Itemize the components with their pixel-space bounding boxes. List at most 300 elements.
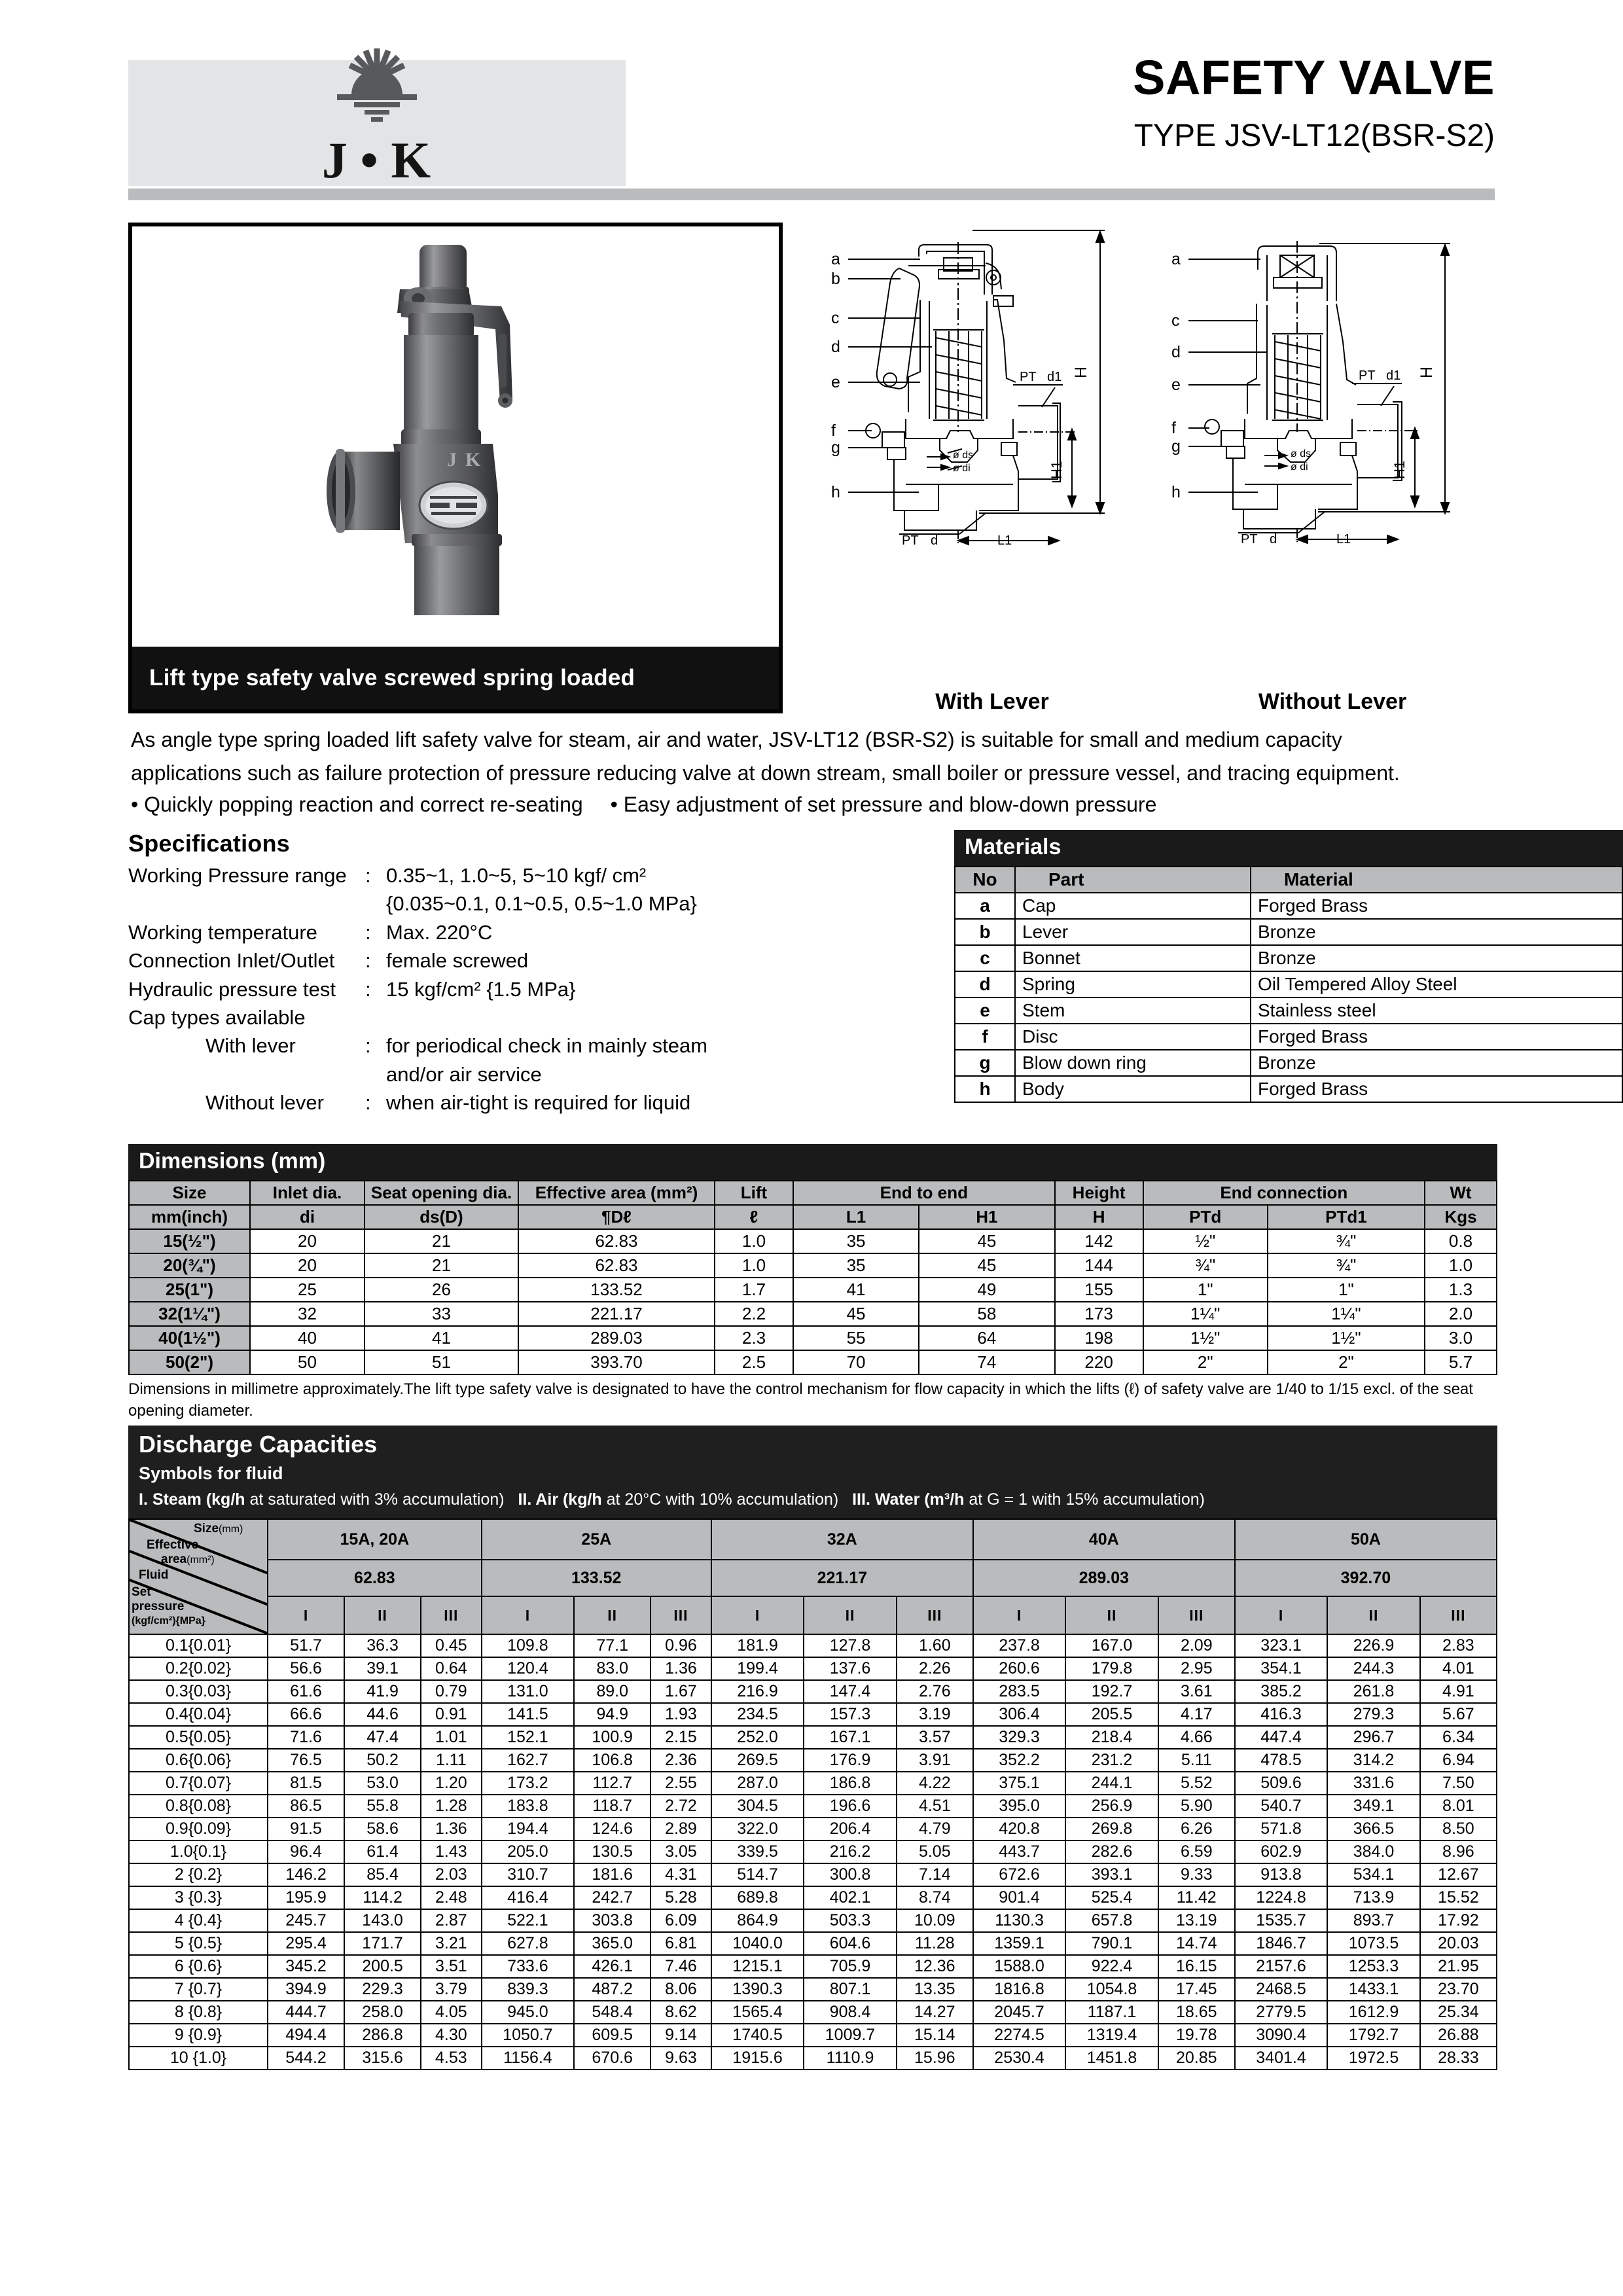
- cell-capacity: 9.63: [651, 2047, 711, 2070]
- cell-capacity: 131.0: [482, 1680, 574, 1703]
- cell-capacity: 28.33: [1420, 2047, 1497, 2070]
- product-photo-card: [128, 223, 783, 713]
- spec-label: Hydraulic pressure test: [128, 977, 336, 1001]
- table-row: [955, 997, 1622, 1024]
- cell-capacity: 1215.1: [711, 1955, 804, 1978]
- svg-text:a: a: [1171, 250, 1181, 268]
- cell-capacity: 604.6: [804, 1932, 896, 1955]
- dimensions-block: [128, 1144, 1497, 1422]
- spec-label: Working Pressure range: [128, 864, 347, 887]
- cell-capacity: 1.28: [421, 1795, 482, 1818]
- sunrise-logo-icon: [325, 60, 429, 113]
- cell-capacity: 393.1: [1065, 1863, 1158, 1886]
- cell-capacity: 41.9: [344, 1680, 421, 1703]
- table-row: [129, 1886, 1497, 1909]
- cell-capacity: 354.1: [1235, 1657, 1327, 1680]
- cell-capacity: 2.76: [897, 1680, 973, 1703]
- cell-capacity: 51.7: [268, 1634, 344, 1657]
- cell-capacity: 167.1: [804, 1726, 896, 1749]
- cell-value: 26: [365, 1278, 518, 1302]
- cell-capacity: 183.8: [482, 1795, 574, 1818]
- cell-capacity: 109.8: [482, 1634, 574, 1657]
- cell-value: 41: [365, 1326, 518, 1350]
- cell-capacity: 205.5: [1065, 1703, 1158, 1726]
- svg-text:PT: PT: [1241, 532, 1258, 547]
- cell-capacity: 1073.5: [1327, 1932, 1419, 1955]
- cell-value: 74: [919, 1350, 1055, 1374]
- cell-capacity: 670.6: [574, 2047, 651, 2070]
- dim-sym-di: di: [250, 1205, 365, 1229]
- cell-capacity: 1040.0: [711, 1932, 804, 1955]
- cell-capacity: 893.7: [1327, 1909, 1419, 1932]
- cell-value: 1.0: [715, 1253, 793, 1278]
- dim-col-wt: Wt: [1425, 1181, 1497, 1205]
- cell-capacity: 300.8: [804, 1863, 896, 1886]
- cell-capacity: 5.67: [1420, 1703, 1497, 1726]
- corner-pressure-label: pressure: [132, 1600, 185, 1613]
- cell-part: Cap: [1015, 893, 1251, 919]
- spec-value: 0.35~1, 1.0~5, 5~10 kgf/ cm²: [386, 864, 647, 887]
- callout-d: d: [831, 338, 840, 356]
- cell-capacity: 12.67: [1420, 1863, 1497, 1886]
- cell-capacity: 571.8: [1235, 1818, 1327, 1840]
- svg-text:d: d: [1171, 343, 1181, 361]
- fluid-i-label: I. Steam (kg/h: [139, 1490, 245, 1509]
- fluid-col-ii-group-4: II: [1065, 1596, 1158, 1634]
- cell-value: 2": [1268, 1350, 1425, 1374]
- label-d1: d1: [1047, 370, 1062, 384]
- cell-capacity: 20.03: [1420, 1932, 1497, 1955]
- cell-no: b: [955, 919, 1015, 945]
- cell-capacity: 36.3: [344, 1634, 421, 1657]
- svg-text:H1: H1: [1391, 460, 1408, 479]
- cell-capacity: 17.92: [1420, 1909, 1497, 1932]
- cell-value: ½": [1143, 1229, 1268, 1253]
- cell-capacity: 0.96: [651, 1634, 711, 1657]
- spec-colon: :: [365, 977, 371, 1001]
- spec-value: female screwed: [386, 949, 529, 973]
- cell-capacity: 20.85: [1158, 2047, 1235, 2070]
- cell-value: 1.0: [1425, 1253, 1497, 1278]
- cell-capacity: 244.1: [1065, 1772, 1158, 1795]
- spec-value: for periodical check in mainly steam: [386, 1034, 708, 1058]
- cell-capacity: 85.4: [344, 1863, 421, 1886]
- cell-capacity: 11.28: [897, 1932, 973, 1955]
- label-H1: H1: [1048, 460, 1065, 479]
- cell-capacity: 2.55: [651, 1772, 711, 1795]
- cell-capacity: 420.8: [973, 1818, 1065, 1840]
- label-pt-d: PT: [902, 533, 919, 548]
- drawing-with-lever: [822, 223, 1162, 715]
- label-di: ø di: [953, 463, 971, 474]
- cell-value: 3.0: [1425, 1326, 1497, 1350]
- cell-capacity: 375.1: [973, 1772, 1065, 1795]
- cell-capacity: 47.4: [344, 1726, 421, 1749]
- svg-text:c: c: [1171, 312, 1180, 330]
- cell-capacity: 176.9: [804, 1749, 896, 1772]
- cell-capacity: 231.2: [1065, 1749, 1158, 1772]
- cell-capacity: 525.4: [1065, 1886, 1158, 1909]
- cell-capacity: 94.9: [574, 1703, 651, 1726]
- cell-capacity: 689.8: [711, 1886, 804, 1909]
- svg-text:f: f: [1171, 419, 1176, 437]
- table-row: [955, 1024, 1622, 1050]
- specifications-heading: Specifications: [128, 830, 290, 857]
- cell-set-pressure: 10 {1.0}: [129, 2047, 268, 2070]
- cell-value: 1": [1268, 1278, 1425, 1302]
- without-lever-caption: Without Lever: [1258, 689, 1407, 714]
- cell-capacity: 44.6: [344, 1703, 421, 1726]
- cell-capacity: 4.31: [651, 1863, 711, 1886]
- fluid-col-ii-group-5: II: [1327, 1596, 1419, 1634]
- spec-colon: :: [365, 920, 371, 944]
- cell-size: 40(1½"): [129, 1326, 250, 1350]
- cell-capacity: 5.28: [651, 1886, 711, 1909]
- cell-capacity: 2468.5: [1235, 1978, 1327, 2001]
- cell-capacity: 394.9: [268, 1978, 344, 2001]
- cell-capacity: 352.2: [973, 1749, 1065, 1772]
- cell-capacity: 242.7: [574, 1886, 651, 1909]
- cell-value: 1¼": [1143, 1302, 1268, 1326]
- cell-value: 1.7: [715, 1278, 793, 1302]
- callout-h: h: [831, 483, 840, 501]
- cell-capacity: 260.6: [973, 1657, 1065, 1680]
- cell-part: Bonnet: [1015, 945, 1251, 971]
- cell-capacity: 1846.7: [1235, 1932, 1327, 1955]
- table-row: [129, 1326, 1497, 1350]
- cell-capacity: 3.51: [421, 1955, 482, 1978]
- cell-capacity: 1565.4: [711, 2001, 804, 2024]
- cell-value: 1.0: [715, 1229, 793, 1253]
- discharge-title: Discharge Capacities: [139, 1431, 378, 1458]
- cell-capacity: 124.6: [574, 1818, 651, 1840]
- cell-capacity: 25.34: [1420, 2001, 1497, 2024]
- cell-capacity: 1156.4: [482, 2047, 574, 2070]
- cell-capacity: 3090.4: [1235, 2024, 1327, 2047]
- cell-capacity: 58.6: [344, 1818, 421, 1840]
- fluid-col-ii-group-2: II: [574, 1596, 651, 1634]
- cell-capacity: 237.8: [973, 1634, 1065, 1657]
- cell-set-pressure: 7 {0.7}: [129, 1978, 268, 2001]
- cell-capacity: 4.53: [421, 2047, 482, 2070]
- label-l1: L1: [997, 533, 1012, 548]
- cell-capacity: 200.5: [344, 1955, 421, 1978]
- cell-capacity: 901.4: [973, 1886, 1065, 1909]
- cell-capacity: 416.4: [482, 1886, 574, 1909]
- cell-capacity: 179.8: [1065, 1657, 1158, 1680]
- cell-capacity: 913.8: [1235, 1863, 1327, 1886]
- cell-value: 49: [919, 1278, 1055, 1302]
- callout-c: c: [831, 309, 840, 327]
- materials-block: [954, 830, 1623, 1103]
- corner-fluid-label: Fluid: [139, 1568, 169, 1582]
- cell-capacity: 534.1: [1327, 1863, 1419, 1886]
- cell-capacity: 514.7: [711, 1863, 804, 1886]
- cell-capacity: 402.1: [804, 1886, 896, 1909]
- cell-capacity: 345.2: [268, 1955, 344, 1978]
- cell-part: Spring: [1015, 971, 1251, 997]
- cell-capacity: 602.9: [1235, 1840, 1327, 1863]
- corner-set-label: Set: [132, 1585, 151, 1599]
- cell-capacity: 16.15: [1158, 1955, 1235, 1978]
- cell-capacity: 21.95: [1420, 1955, 1497, 1978]
- cell-capacity: 1009.7: [804, 2024, 896, 2047]
- dim-col-effective-area: Effective area (mm²): [518, 1181, 715, 1205]
- table-row: [129, 1955, 1497, 1978]
- cell-no: d: [955, 971, 1015, 997]
- cell-capacity: 4.05: [421, 2001, 482, 2024]
- cell-capacity: 12.36: [897, 1955, 973, 1978]
- table-row: [129, 1350, 1497, 1374]
- cell-value: 32: [250, 1302, 365, 1326]
- dim-sym-ptd: PTd: [1143, 1205, 1268, 1229]
- cell-no: g: [955, 1050, 1015, 1076]
- table-row: [955, 945, 1622, 971]
- cell-capacity: 15.96: [897, 2047, 973, 2070]
- cell-size: 20(¾"): [129, 1253, 250, 1278]
- cell-capacity: 2530.4: [973, 2047, 1065, 2070]
- cell-capacity: 14.27: [897, 2001, 973, 2024]
- dim-sym-lift: ℓ: [715, 1205, 793, 1229]
- cell-capacity: 314.2: [1327, 1749, 1419, 1772]
- table-row: [129, 1932, 1497, 1955]
- cell-value: 35: [793, 1253, 919, 1278]
- drawing-without-lever: [1162, 223, 1503, 715]
- cell-capacity: 349.1: [1327, 1795, 1419, 1818]
- cell-capacity: 181.9: [711, 1634, 804, 1657]
- table-row: [129, 1657, 1497, 1680]
- corner-size-label: Size: [194, 1522, 219, 1535]
- cell-set-pressure: 0.5{0.05}: [129, 1726, 268, 1749]
- cell-capacity: 2.87: [421, 1909, 482, 1932]
- cell-capacity: 1224.8: [1235, 1886, 1327, 1909]
- without-lever-section-drawing: [1162, 223, 1503, 681]
- cell-set-pressure: 5 {0.5}: [129, 1932, 268, 1955]
- cell-set-pressure: 0.6{0.06}: [129, 1749, 268, 1772]
- cell-capacity: 366.5: [1327, 1818, 1419, 1840]
- corner-area-label: area: [161, 1552, 187, 1566]
- spec-value: 15 kgf/cm² {1.5 MPa}: [386, 977, 576, 1001]
- table-row: [129, 1229, 1497, 1253]
- axis-corner-header: [129, 1519, 268, 1634]
- dimensions-note: Dimensions in millimetre approximately.The lift type safety valve is designated to have the control mechanism for flow capacity in which the lifts (ℓ) of safety valve are 1/40 to 1/15 excl. of the seat opening diameter.: [128, 1380, 1473, 1420]
- cell-capacity: 147.4: [804, 1680, 896, 1703]
- cell-capacity: 261.8: [1327, 1680, 1419, 1703]
- cell-capacity: 329.3: [973, 1726, 1065, 1749]
- cell-capacity: 2779.5: [1235, 2001, 1327, 2024]
- cell-capacity: 269.5: [711, 1749, 804, 1772]
- cell-capacity: 426.1: [574, 1955, 651, 1978]
- cell-value: 5.7: [1425, 1350, 1497, 1374]
- spec-colon: :: [365, 949, 371, 973]
- cell-capacity: 244.3: [1327, 1657, 1419, 1680]
- spec-row-cap-types: [128, 1003, 842, 1031]
- cell-value: 20: [250, 1229, 365, 1253]
- cell-capacity: 3401.4: [1235, 2047, 1327, 2070]
- cell-capacity: 4.91: [1420, 1680, 1497, 1703]
- dim-col-seat-opening: Seat opening dia.: [365, 1181, 518, 1205]
- table-row: [129, 1840, 1497, 1863]
- cell-capacity: 1.67: [651, 1680, 711, 1703]
- cell-value: 173: [1055, 1302, 1143, 1326]
- cell-capacity: 609.5: [574, 2024, 651, 2047]
- cell-capacity: 218.4: [1065, 1726, 1158, 1749]
- spec-colon: :: [365, 1034, 371, 1058]
- spec-label: With lever: [205, 1034, 296, 1058]
- materials-header-row: [955, 867, 1622, 893]
- cell-value: 25: [250, 1278, 365, 1302]
- fluid-col-i-group-1: I: [268, 1596, 344, 1634]
- cell-capacity: 839.3: [482, 1978, 574, 2001]
- cell-capacity: 205.0: [482, 1840, 574, 1863]
- cell-value: 2.0: [1425, 1302, 1497, 1326]
- discharge-capacities-table: [128, 1518, 1497, 2070]
- materials-title: Materials: [954, 830, 1623, 866]
- cell-capacity: 1740.5: [711, 2024, 804, 2047]
- cell-capacity: 23.70: [1420, 1978, 1497, 2001]
- cell-capacity: 143.0: [344, 1909, 421, 1932]
- dim-col-inlet-dia: Inlet dia.: [250, 1181, 365, 1205]
- cell-set-pressure: 9 {0.9}: [129, 2024, 268, 2047]
- cell-value: 1¼": [1268, 1302, 1425, 1326]
- cell-part: Stem: [1015, 997, 1251, 1024]
- cell-value: ¾": [1268, 1229, 1425, 1253]
- cell-capacity: 544.2: [268, 2047, 344, 2070]
- cell-value: 64: [919, 1326, 1055, 1350]
- cell-capacity: 100.9: [574, 1726, 651, 1749]
- cell-set-pressure: 0.4{0.04}: [129, 1703, 268, 1726]
- svg-text:ø di: ø di: [1291, 461, 1308, 473]
- cell-capacity: 1.43: [421, 1840, 482, 1863]
- cell-capacity: 322.0: [711, 1818, 804, 1840]
- dim-sym-dsd: ds(D): [365, 1205, 518, 1229]
- cell-value: 2.3: [715, 1326, 793, 1350]
- cell-capacity: 127.8: [804, 1634, 896, 1657]
- cell-capacity: 26.88: [1420, 2024, 1497, 2047]
- cell-capacity: 315.6: [344, 2047, 421, 2070]
- cell-capacity: 304.5: [711, 1795, 804, 1818]
- cell-value: 142: [1055, 1229, 1143, 1253]
- table-row: [129, 1726, 1497, 1749]
- spec-label: Connection Inlet/Outlet: [128, 949, 335, 973]
- corner-pressure-unit: (kgf/cm²){MPa}: [132, 1615, 205, 1626]
- cell-capacity: 395.0: [973, 1795, 1065, 1818]
- fluid-i-desc: at saturated with 3% accumulation): [249, 1490, 505, 1509]
- fluid-col-iii-group-1: III: [421, 1596, 482, 1634]
- cell-value: 21: [365, 1229, 518, 1253]
- cell-value: 1½": [1143, 1326, 1268, 1350]
- cell-capacity: 1.36: [651, 1657, 711, 1680]
- cell-capacity: 4.51: [897, 1795, 973, 1818]
- cell-capacity: 86.5: [268, 1795, 344, 1818]
- cell-capacity: 162.7: [482, 1749, 574, 1772]
- symbols-label: Symbols for fluid: [139, 1463, 283, 1483]
- cell-capacity: 1390.3: [711, 1978, 804, 2001]
- cell-capacity: 14.74: [1158, 1932, 1235, 1955]
- cell-capacity: 1.01: [421, 1726, 482, 1749]
- cell-capacity: 4.01: [1420, 1657, 1497, 1680]
- table-row: [129, 1253, 1497, 1278]
- cell-set-pressure: 6 {0.6}: [129, 1955, 268, 1978]
- cell-value: 221.17: [518, 1302, 715, 1326]
- cell-capacity: 1319.4: [1065, 2024, 1158, 2047]
- cell-capacity: 194.4: [482, 1818, 574, 1840]
- cell-no: f: [955, 1024, 1015, 1050]
- cell-capacity: 91.5: [268, 1818, 344, 1840]
- cell-capacity: 195.9: [268, 1886, 344, 1909]
- dim-col-end-connection: End connection: [1143, 1181, 1425, 1205]
- cell-capacity: 1.11: [421, 1749, 482, 1772]
- callout-g: g: [831, 439, 840, 457]
- cell-capacity: 120.4: [482, 1657, 574, 1680]
- cell-capacity: 171.7: [344, 1932, 421, 1955]
- cell-capacity: 8.62: [651, 2001, 711, 2024]
- cell-capacity: 922.4: [1065, 1955, 1158, 1978]
- cell-capacity: 3.05: [651, 1840, 711, 1863]
- cell-value: 20: [250, 1253, 365, 1278]
- cell-capacity: 416.3: [1235, 1703, 1327, 1726]
- cell-capacity: 13.35: [897, 1978, 973, 2001]
- cell-capacity: 384.0: [1327, 1840, 1419, 1863]
- dim-col-height: Height: [1055, 1181, 1143, 1205]
- product-photo: [132, 226, 779, 647]
- cell-capacity: 76.5: [268, 1749, 344, 1772]
- cell-no: h: [955, 1076, 1015, 1102]
- cell-material: Forged Brass: [1251, 1076, 1622, 1102]
- cell-capacity: 6.34: [1420, 1726, 1497, 1749]
- cell-no: e: [955, 997, 1015, 1024]
- fluid-iii-label: III. Water (m³/h: [852, 1490, 965, 1509]
- table-row: [955, 919, 1622, 945]
- cell-material: Forged Brass: [1251, 1024, 1622, 1050]
- cell-material: Oil Tempered Alloy Steel: [1251, 971, 1622, 997]
- spec-label: Working temperature: [128, 920, 317, 944]
- cell-set-pressure: 0.3{0.03}: [129, 1680, 268, 1703]
- cell-capacity: 6.94: [1420, 1749, 1497, 1772]
- cell-set-pressure: 2 {0.2}: [129, 1863, 268, 1886]
- cell-capacity: 1816.8: [973, 1978, 1065, 2001]
- svg-text:d1: d1: [1386, 368, 1401, 383]
- cell-capacity: 2.15: [651, 1726, 711, 1749]
- cell-value: 51: [365, 1350, 518, 1374]
- cell-capacity: 152.1: [482, 1726, 574, 1749]
- spec-row-hydraulic: [128, 975, 842, 1003]
- cell-capacity: 444.7: [268, 2001, 344, 2024]
- cell-capacity: 199.4: [711, 1657, 804, 1680]
- cell-capacity: 216.9: [711, 1680, 804, 1703]
- cell-capacity: 657.8: [1065, 1909, 1158, 1932]
- table-row: [129, 2047, 1497, 2070]
- table-row: [129, 1749, 1497, 1772]
- cell-capacity: 494.4: [268, 2024, 344, 2047]
- cell-capacity: 146.2: [268, 1863, 344, 1886]
- cell-value: 45: [919, 1253, 1055, 1278]
- table-row: [129, 1680, 1497, 1703]
- cell-capacity: 245.7: [268, 1909, 344, 1932]
- with-lever-section-drawing: [822, 223, 1162, 681]
- cell-capacity: 2.36: [651, 1749, 711, 1772]
- callout-e: e: [831, 373, 840, 391]
- cell-capacity: 279.3: [1327, 1703, 1419, 1726]
- cell-capacity: 2.48: [421, 1886, 482, 1909]
- cell-capacity: 269.8: [1065, 1818, 1158, 1840]
- cell-set-pressure: 8 {0.8}: [129, 2001, 268, 2024]
- cell-part: Disc: [1015, 1024, 1251, 1050]
- cell-capacity: 4.66: [1158, 1726, 1235, 1749]
- discharge-size-row: [129, 1519, 1497, 1560]
- page-subtitle: TYPE JSV-LT12(BSR-S2): [1133, 118, 1495, 153]
- cell-capacity: 323.1: [1235, 1634, 1327, 1657]
